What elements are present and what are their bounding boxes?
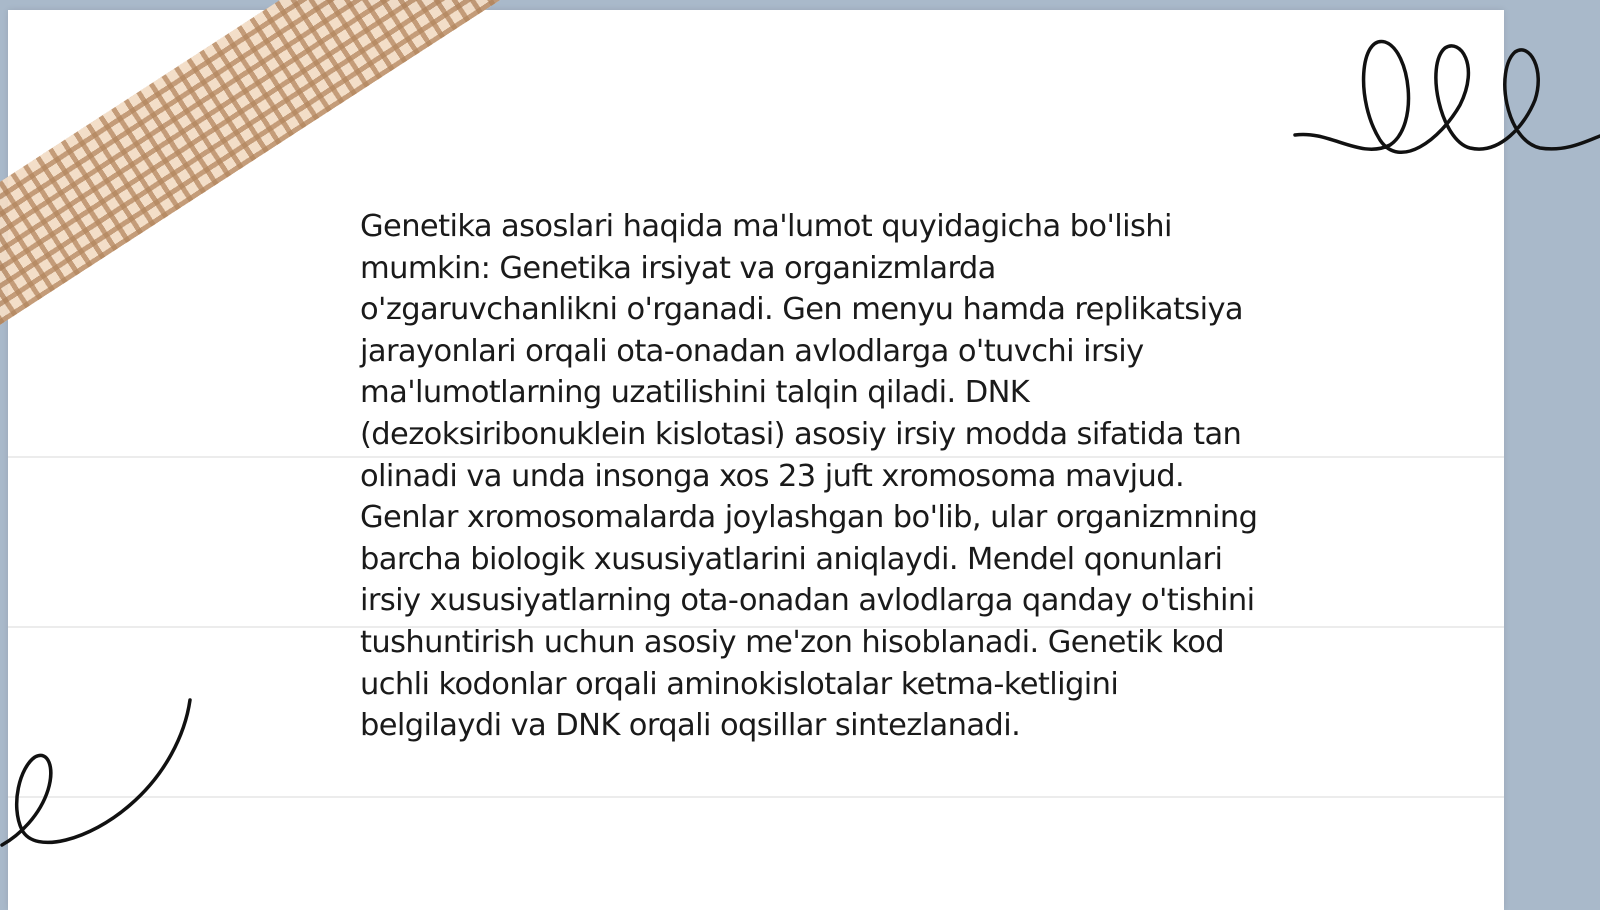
body-paragraph: Genetika asoslari haqida ma'lumot quyidagicha bo'lishi mumkin: Genetika irsiyat va organizmlarda o'zgaruvchanlikni o'rganadi. Gen menyu hamda replikatsiya jarayonlari orqali ota-onadan avlodlarga o'tuvchi irsiy ma'lumotlarning uzatilishini talqin qiladi. DNK (dezoksiribonuklein kislotasi) asosiy irsiy modda sifatida tan olinadi va unda insonga xos 23 juft xromosoma mavjud. Genlar xromosomalarda joylashgan bo'lib, ular organizmning barcha biologik xususiyatlarini aniqlaydi. Mendel qonunlari irsiy xususiyatlarning ota-onadan avlodlarga qanday o'tishini tushuntirish uchun asosiy me'zon hisoblanadi. Genetik kod uchli kodonlar orqali aminokislotalar ketma-ketligini belgilaydi va DNK orqali oqsillar sintezlanadi. xyxy=(360,209,1258,744)
loop-doodle-icon xyxy=(1290,30,1600,170)
ruled-line xyxy=(8,796,1504,798)
stroke-doodle-icon xyxy=(0,695,200,855)
